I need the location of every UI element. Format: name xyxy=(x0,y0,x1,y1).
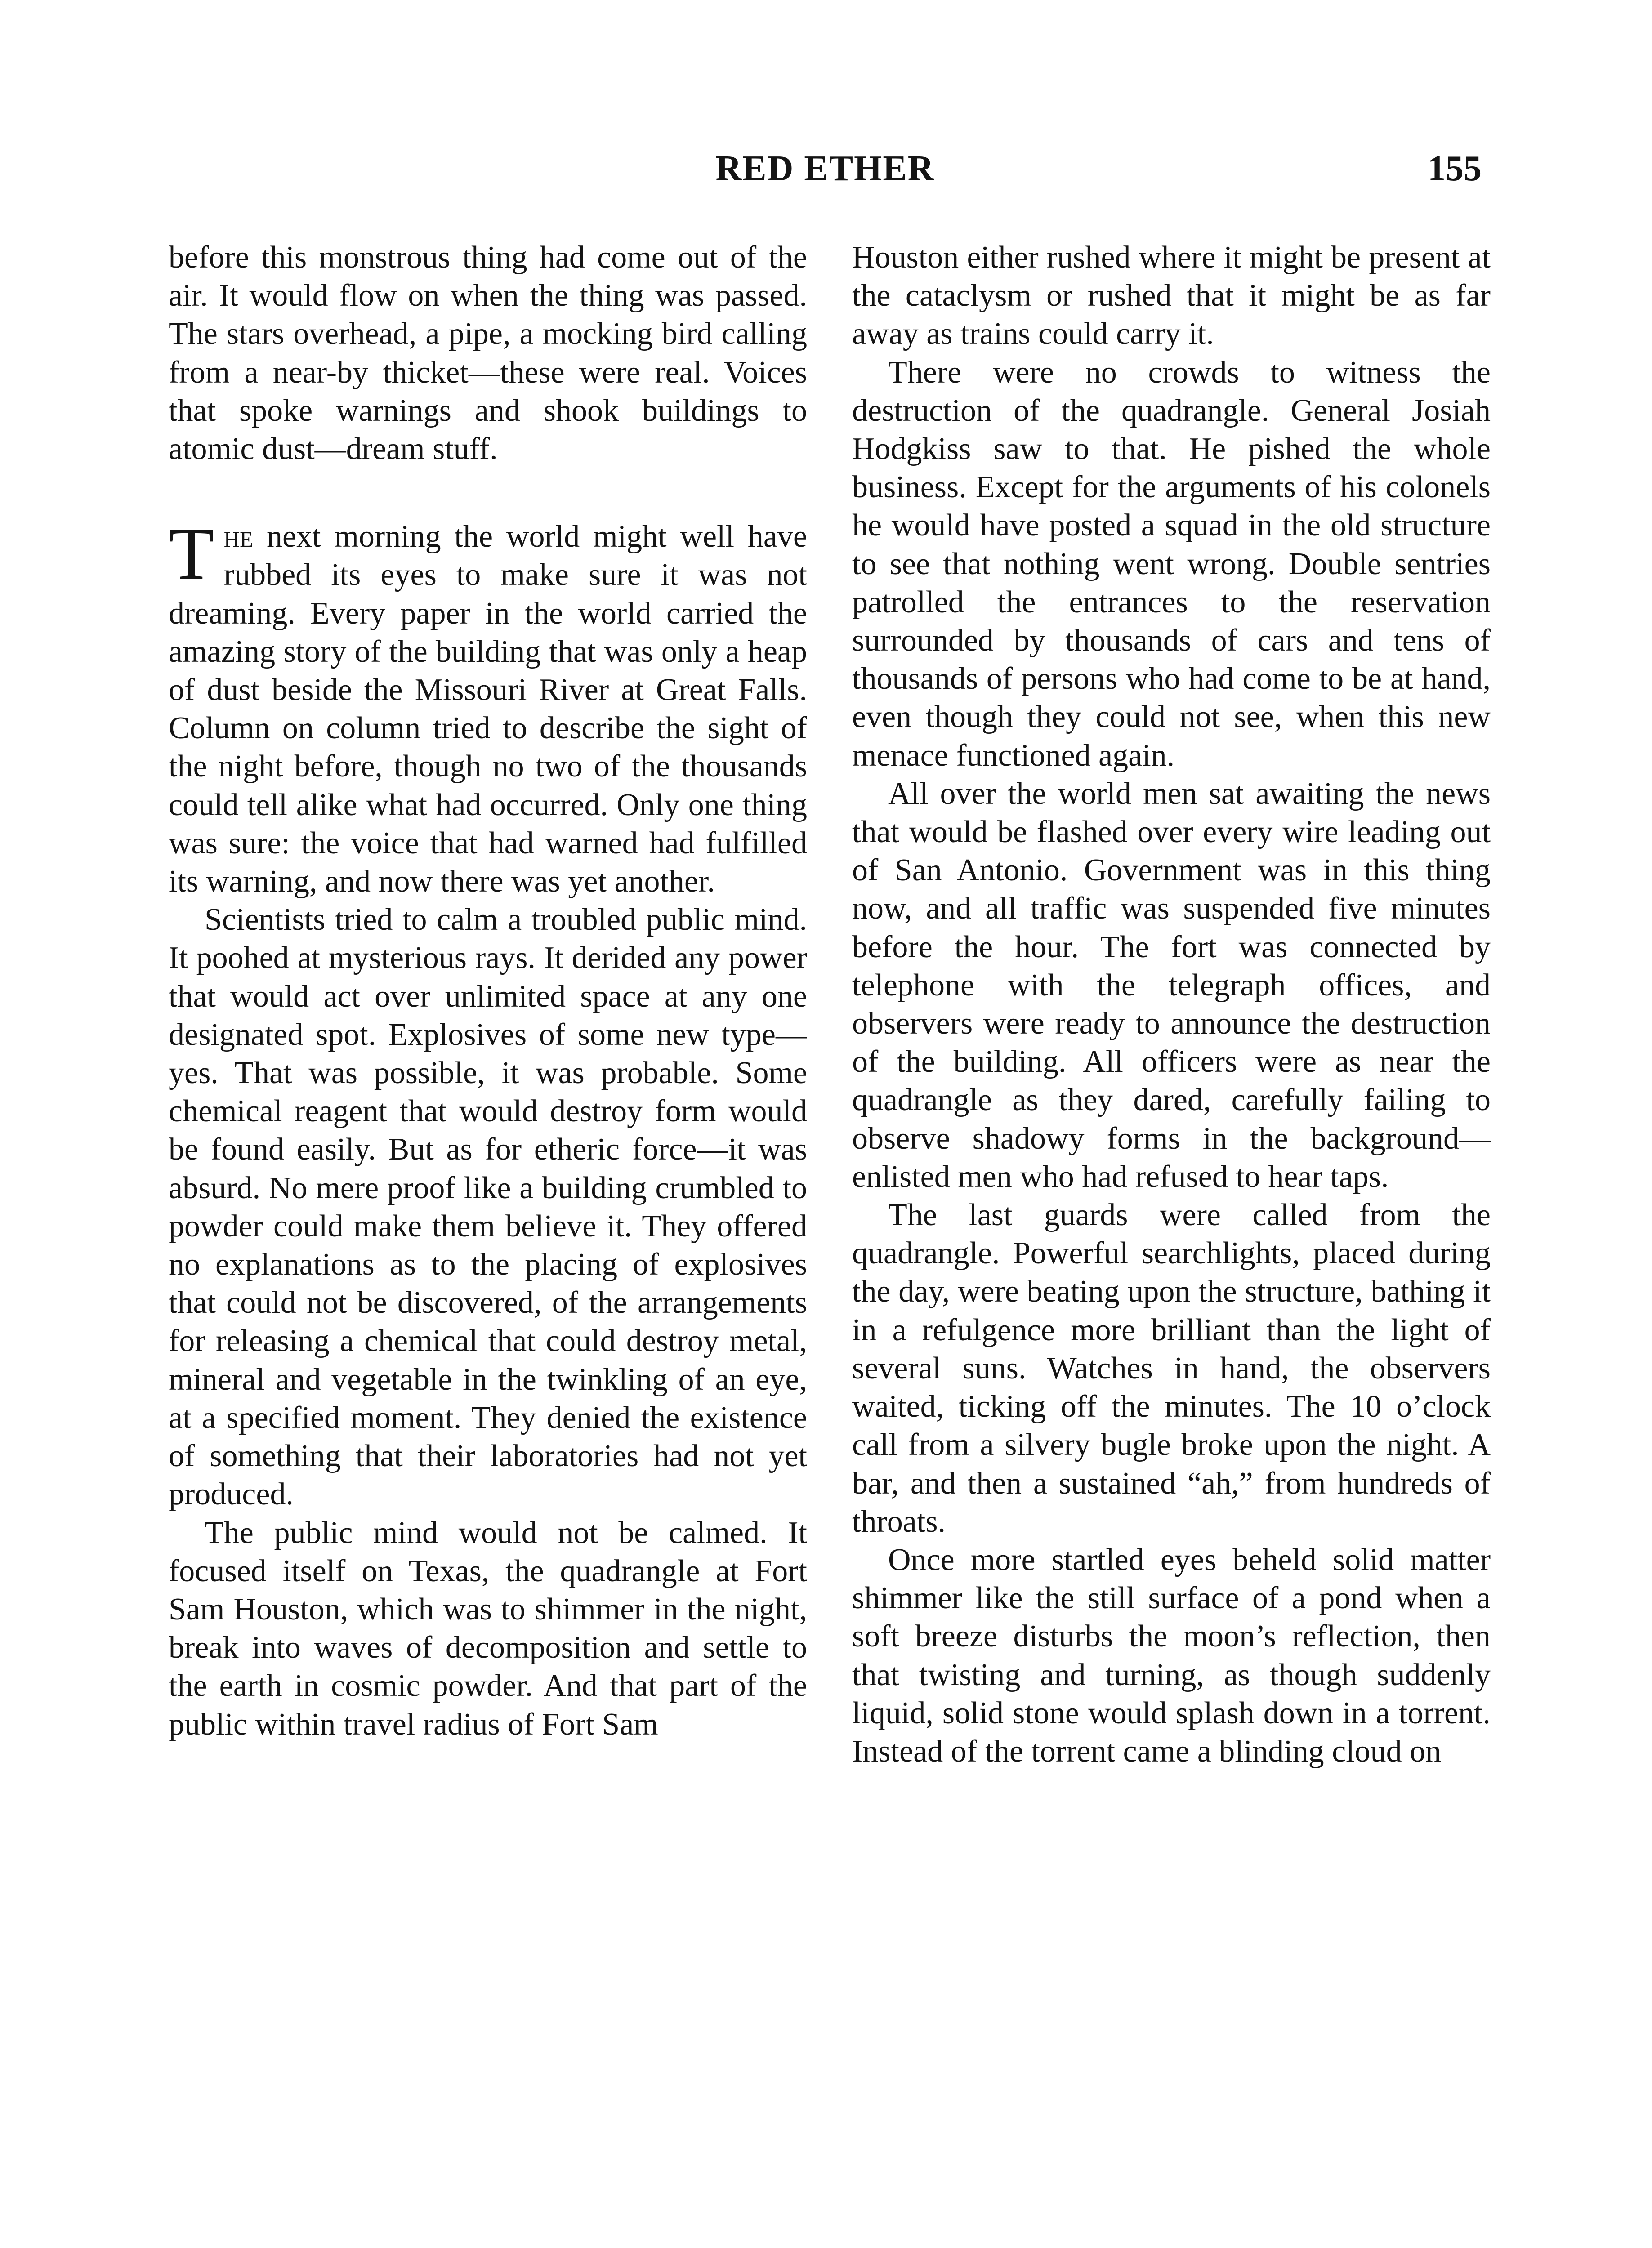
page-number: 155 xyxy=(1428,149,1482,188)
page-header xyxy=(169,148,1482,198)
paragraph-continued: before this monstrous thing had come out of the air. It would flow on when the thing was passed. The stars overhead, a pipe, a mocking bird calling from a near-by thicket—these were real. Voices that spoke warnings and shook buildings to atomic dust—dream stuff. xyxy=(169,240,807,467)
paragraph: The last guards were called from the quadrangle. Powerful searchlights, placed during the day, were beating upon the structure, bathing it in a refulgence more brilliant than the light of several suns. Watches in hand, the observers waited, ticking off the minutes. The 10 o’clock call from a silvery bugle broke upon the night. A bar, and then a sustained “ah,” from hundreds of throats. xyxy=(852,1198,1491,1539)
left-column xyxy=(169,238,807,2248)
paragraph-section-start xyxy=(169,513,807,901)
small-caps-lead: he xyxy=(223,519,254,554)
paragraph: Once more startled eyes beheld solid matter shimmer like the still surface of a pond when a soft breeze disturbs the moon’s reflection, then that twisting and turning, as though suddenly liquid, solid stone would splash down in a torrent. Instead of the torrent came a blinding cloud on xyxy=(852,1542,1491,1769)
right-column xyxy=(852,238,1491,2248)
drop-cap: T xyxy=(169,513,214,595)
paragraph-continued: Houston either rushed where it might be present at the cataclysm or rushed that it might be as far away as trains could carry it. xyxy=(852,240,1491,352)
section-break xyxy=(169,468,807,517)
paragraph-text: next morning the world might well have rubbed its eyes to make sure it was not dreaming. Every paper in the world carried the amazing story of the building that was only a heap of dust beside the Missouri River at Great Falls. Column on column tried to describe the sight of the night before, though no two of the thousands could tell alike what had occurred. Only one thing was sure: the voice that had warned had fulfilled its warning, and now there was yet another. xyxy=(169,519,807,899)
paragraph: The public mind would not be calmed. It focused itself on Texas, the quadrangle at Fort Sam Houston, which was to shimmer in the night, break into waves of decomposition and settle to the earth in cosmic powder. And that part of the public within travel radius of Fort Sam xyxy=(169,1515,807,1742)
running-title: RED ETHER xyxy=(715,149,935,188)
paragraph: Scientists tried to calm a troubled public mind. It poohed at mysterious rays. It derided any power that would act over unlimited space at any one designated spot. Explosives of some new type—yes. That was possible, it was probable. Some chemical reagent that would destroy form would be found easily. But as for etheric force—it was absurd. No mere proof like a building crumbled to powder could make them believe it. They offered no explanations as to the placing of explosives that could not be discovered, of the arrangements for releasing a chemical that could destroy metal, mineral and vegetable in the twinkling of an eye, at a specified moment. They denied the existence of something that their laboratories had not yet produced. xyxy=(169,902,807,1512)
paragraph: All over the world men sat awaiting the news that would be flashed over every wire leading out of San Antonio. Government was in this thing now, and all traffic was suspended five minutes before the hour. The fort was connected by telephone with the telegraph offices, and observers were ready to announce the destruction of the building. All officers were as near the quadrangle as they dared, carefully failing to observe shadowy forms in the background—enlisted men who had refused to hear taps. xyxy=(852,776,1491,1194)
paragraph: There were no crowds to witness the destruction of the quadrangle. General Josiah Hodgkiss saw to that. He pished the whole business. Except for the arguments of his colonels he would have posted a squad in the old structure to see that nothing went wrong. Double sentries patrolled the entrances to the reservation surrounded by thousands of cars and tens of thousands of persons who had come to be at hand, even though they could not see, when this new menace functioned again. xyxy=(852,355,1491,773)
